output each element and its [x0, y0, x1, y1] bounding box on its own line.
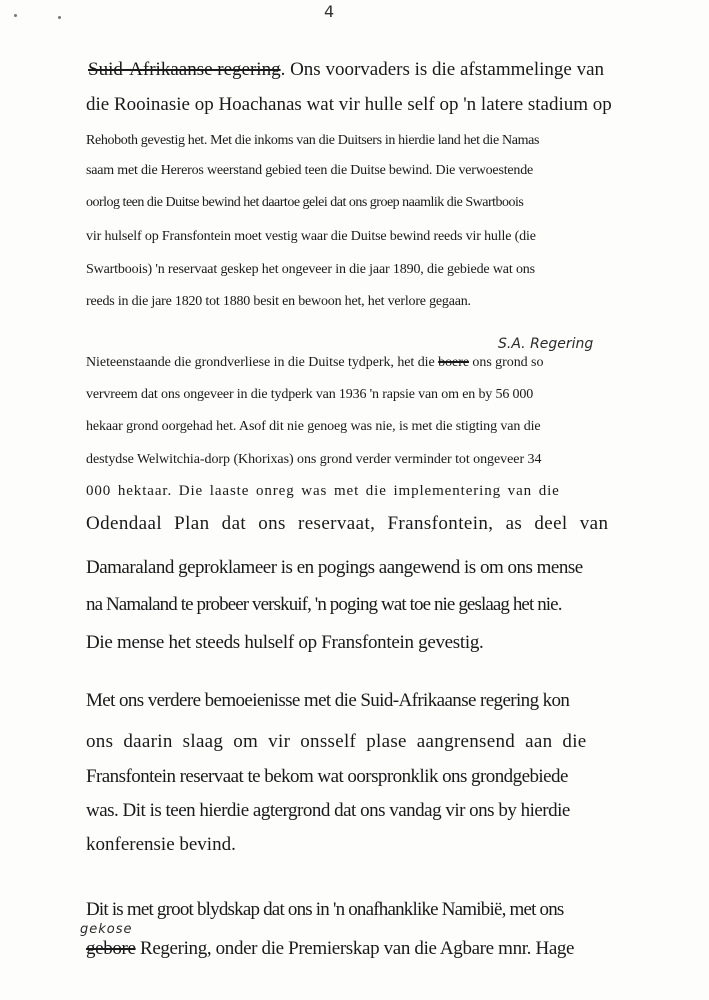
text-line: Die mense het steeds hulself op Fransfontein gevestig. — [86, 632, 484, 653]
text-line: Rehoboth gevestig het. Met die inkoms van die Duitsers in hierdie land het die Namas — [86, 133, 540, 148]
text-line: 000 hektaar. Die laaste onreg was met die implementering van die — [86, 483, 560, 499]
text-line: destydse Welwitchia-dorp (Khorixas) ons grond verder verminder tot ongeveer 34 — [86, 452, 542, 467]
struck-text: boere — [438, 355, 469, 370]
text-line: Fransfontein reservaat te bekom wat oorspronklik ons grondgebiede — [86, 766, 568, 787]
text-line: saam met die Hereros weerstand gebied teen die Duitse bewind. Die verwoestende — [86, 163, 534, 178]
text-line: Met ons verdere bemoeienisse met die Suid-Afrikaanse regering kon — [86, 690, 570, 711]
struck-text: Suid-Afrikaanse regering — [88, 59, 281, 80]
text-line: Damaraland geproklameer is en pogings aangewend is om ons mense — [86, 557, 583, 578]
text-line: die Rooinasie op Hoachanas wat vir hulle self op 'n latere stadium op — [86, 94, 612, 115]
scan-speck — [14, 14, 17, 17]
text-line: vervreem dat ons ongeveer in die tydperk van 1936 'n rapsie van om en by 56 000 — [86, 387, 534, 402]
text-line: Swartboois) 'n reservaat geskep het ongeveer in die jaar 1890, die gebiede wat ons — [86, 262, 535, 277]
page-number: 4 — [324, 2, 335, 21]
handwritten-annotation: S.A. Regering — [498, 336, 594, 352]
text-line: hekaar grond oorgehad het. Asof dit nie genoeg was nie, is met die stigting van die — [86, 419, 541, 434]
text-line: ons daarin slaag om vir onsself plase aangrensend aan die — [86, 731, 587, 752]
scan-speck — [58, 16, 61, 19]
text-line: was. Dit is teen hierdie agtergrond dat ons vandag vir ons by hierdie — [86, 800, 570, 821]
text-line: reeds in die jare 1820 tot 1880 besit en bewoon het, het verlore gegaan. — [86, 294, 471, 309]
text-line: Dit is met groot blydskap dat ons in 'n onafhanklike Namibië, met ons — [86, 899, 564, 920]
handwritten-annotation: gekose — [80, 922, 133, 937]
text-line: gebore Regering, onder die Premierskap van die Agbare mnr. Hage — [86, 938, 575, 959]
struck-text: gebore — [86, 938, 136, 959]
text-line: konferensie bevind. — [86, 834, 236, 855]
text-line: na Namaland te probeer verskuif, 'n poging wat toe nie geslaag het nie. — [86, 594, 562, 615]
text-line: vir hulself op Fransfontein moet vestig waar die Duitse bewind reeds vir hulle (die — [86, 229, 536, 244]
text-line: Odendaal Plan dat ons reservaat, Fransfontein, as deel van — [86, 513, 609, 534]
text-line: oorlog teen die Duitse bewind het daartoe gelei dat ons groep naamlik die Swartboois — [86, 195, 524, 210]
text-line: Suid-Afrikaanse regering. Ons voorvaders is die afstammelinge van — [88, 59, 605, 80]
text-line: Nieteenstaande die grondverliese in die Duitse tydperk, het die boere ons grond so — [86, 355, 544, 370]
